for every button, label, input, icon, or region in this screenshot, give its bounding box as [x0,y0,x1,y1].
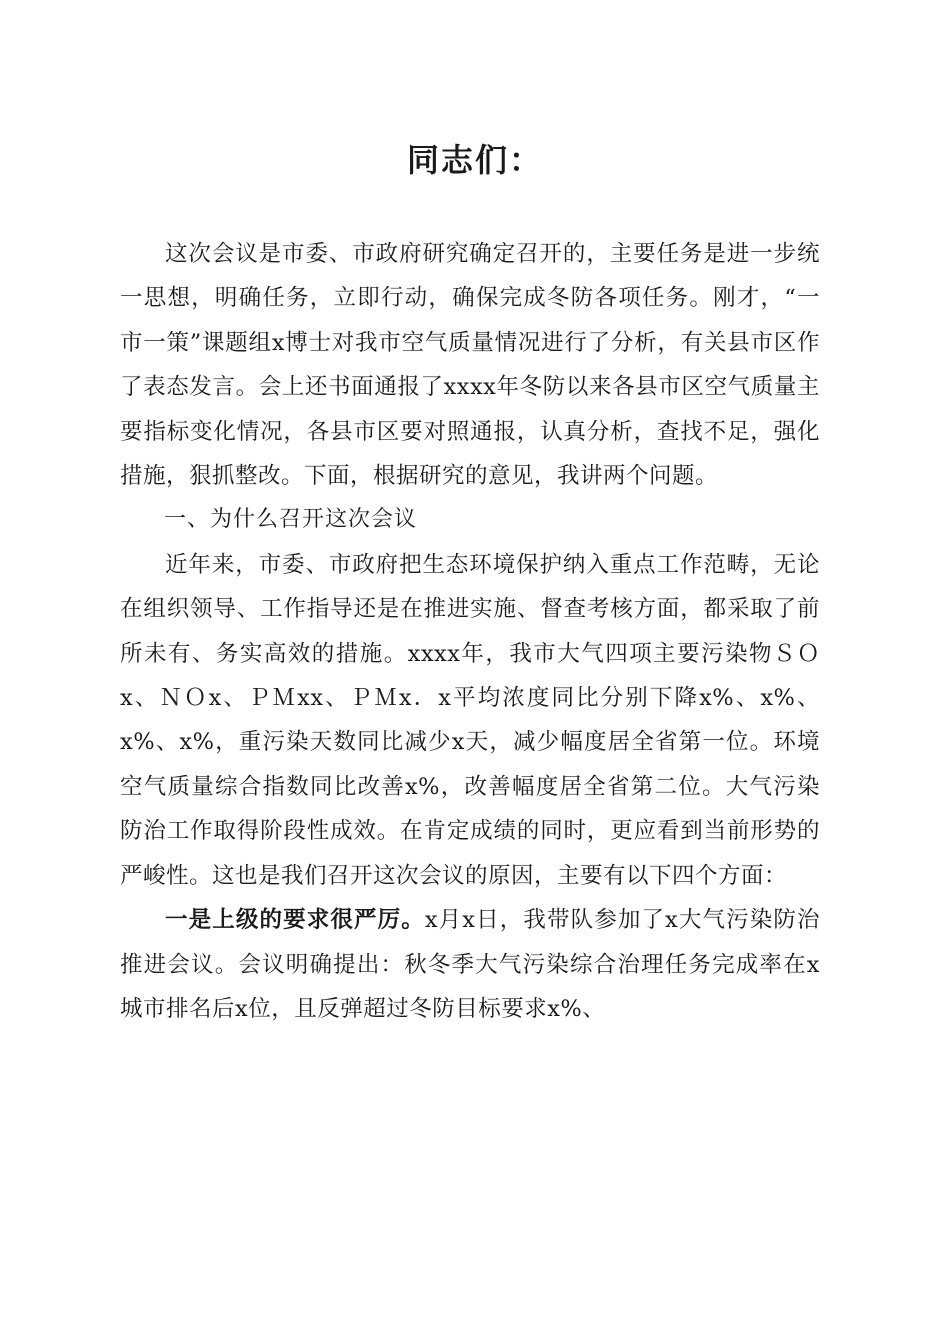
paragraph-background: 近年来，市委、市政府把生态环境保护纳入重点工作范畴，无论在组织领导、工作指导还是在推进实施、督查考核方面，都采取了前所未有、务实高效的措施。xxxx年，我市大气四项主要污染物ＳＯx、ＮＯx、ＰＭxx、ＰＭx．x平均浓度同比分别下降x%、x%、x%、x%，重污染天数同比减少x天，减少幅度居全省第一位。环境空气质量综合指数同比改善x%，改善幅度居全省第二位。大气污染防治工作取得阶段性成效。在肯定成绩的同时，更应看到当前形势的严峻性。这也是我们召开这次会议的原因，主要有以下四个方面： [120,551,820,889]
paragraph-reason-1-body: x月x日，我带队参加了x大气污染防治推进会议。会议明确提出：秋冬季大气污染综合治理任务完成率在x城市排名后x位，且反弹超过冬防目标要求x%、 [120,907,820,1022]
document-title: 同志们： [406,141,543,179]
document-body [120,232,820,1031]
section-heading-1: 一、为什么召开这次会议 [164,507,418,533]
paragraph-lead-phrase: 一是上级的要求很严厉。 [165,907,425,934]
paragraph-opening: 这次会议是市委、市政府研究确定召开的，主要任务是进一步统一思想，明确任务，立即行动，确保完成冬防各项任务。刚才，“一市一策”课题组x博士对我市空气质量情况进行了分析，有关县市区作了表态发言。会上还书面通报了xxxx年冬防以来各县市区空气质量主要指标变化情况，各县市区要对照通报，认真分析，查找不足，强化措施，狠抓整改。下面，根据研究的意见，我讲两个问题。 [120,241,820,490]
paragraph-reason-1 [120,898,820,1031]
